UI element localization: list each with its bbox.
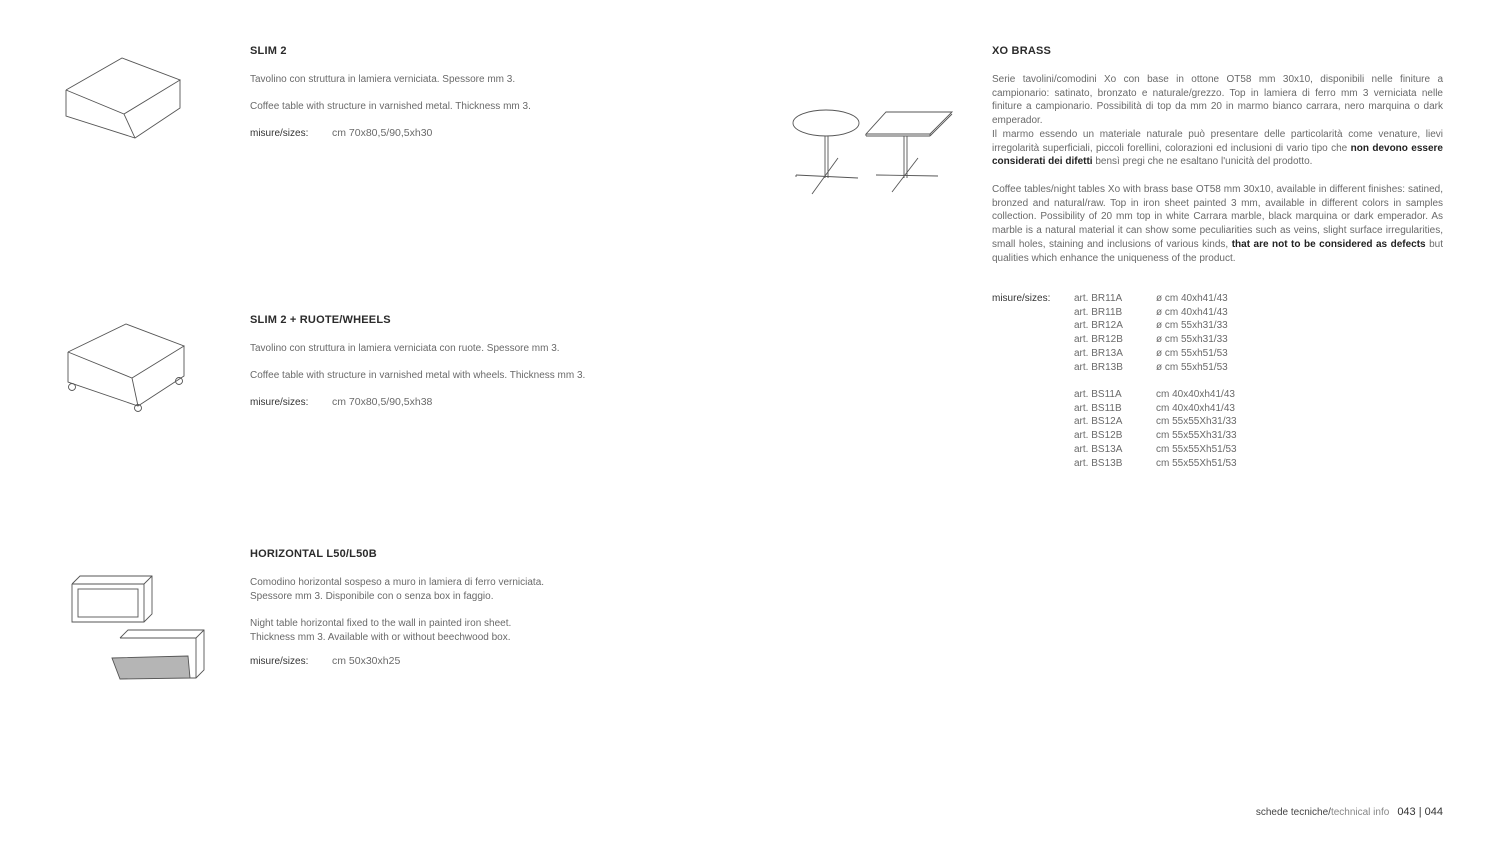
xo-brass-desc-it xyxy=(992,73,1443,169)
article-code: art. BR11B xyxy=(1074,306,1123,318)
xo-brass-desc-en-2: but qualities which enhance the uniqueness of the product. xyxy=(992,238,1443,264)
article-row xyxy=(1074,429,1237,443)
xo-brass-desc-it-bold: non devono essere considerati dei difetti xyxy=(992,142,1443,168)
xo-brass-sizes-label: misure/sizes: xyxy=(992,293,1051,304)
slim2-title: SLIM 2 xyxy=(250,45,287,57)
xo-brass-title: XO BRASS xyxy=(992,45,1052,57)
article-row xyxy=(1074,347,1228,361)
slim2-wheels-desc-it: Tavolino con struttura in lamiera verniciata con ruote. Spessore mm 3. xyxy=(250,343,560,354)
article-size: cm 55x55Xh31/33 xyxy=(1156,430,1237,442)
article-size: ø cm 40xh41/43 xyxy=(1156,306,1228,318)
article-code: art. BR12B xyxy=(1074,334,1123,346)
article-row xyxy=(1074,319,1228,333)
article-code: art. BS12A xyxy=(1074,416,1123,428)
article-code: art. BS13A xyxy=(1074,443,1123,455)
xo-brass-desc-en-1: Coffee tables/night tables Xo with brass base OT58 mm 30x10, available in different finishes: satined, bronzed and natural/raw. Top in iron sheet painted 3 mm, available in different colors in samples collection. Possibility of 20 mm top in white Carrara marble, black marquina or dark emperador. As marble is a natural material it can show some peculiarities such as veins, slight surface irregularities, small holes, staining and inclusions of various kinds, xyxy=(992,184,1443,250)
article-row xyxy=(1074,388,1237,402)
horizontal-sizes-value: cm 50x30xh25 xyxy=(332,655,401,667)
article-size: ø cm 55xh51/53 xyxy=(1156,347,1228,359)
article-code: art. BS11B xyxy=(1074,402,1122,414)
article-size: ø cm 40xh41/43 xyxy=(1156,293,1228,304)
slim2-sizes-value: cm 70x80,5/90,5xh30 xyxy=(332,127,433,139)
article-row xyxy=(1074,333,1228,347)
article-size: ø cm 55xh31/33 xyxy=(1156,320,1228,332)
xo-brass-desc-en xyxy=(992,183,1443,265)
slim2-drawing xyxy=(60,52,190,144)
xo-brass-desc-en-bold: that are not to be considered as defects xyxy=(1231,238,1426,250)
article-size: cm 55x55Xh31/33 xyxy=(1156,416,1237,428)
article-size: cm 40x40xh41/43 xyxy=(1156,389,1235,400)
slim2-sizes-label: misure/sizes: xyxy=(250,128,309,139)
article-code: art. BS12B xyxy=(1074,430,1123,442)
horizontal-drawing xyxy=(68,572,208,684)
article-size: ø cm 55xh31/33 xyxy=(1156,334,1228,346)
article-row xyxy=(1074,443,1237,457)
xo-brass-desc-it-2a: Il marmo essendo un materiale naturale può presentare delle particolarità come venature, lievi irregolarità superficiali, piccoli forellini, colorazioni ed inclusioni di vario tipo che xyxy=(992,128,1443,154)
article-code: art. BR12A xyxy=(1074,320,1123,332)
footer-section-it: schede tecniche/ xyxy=(1255,807,1331,818)
xo-brass-desc-it-1: Serie tavolini/comodini Xo con base in ottone OT58 mm 30x10, disponibili nelle finiture a campionario: satinato, bronzato e naturale/grezzo. Top in lamiera di ferro mm 3 verniciata nelle finiture a campionario. Possibilità di top da mm 20 in marmo bianco carrara, nero marquina o dark emperador. xyxy=(992,74,1443,127)
xo-square-table-drawing xyxy=(862,108,957,200)
footer xyxy=(1256,806,1443,818)
article-row xyxy=(1074,306,1228,320)
slim2-wheels-desc-en: Coffee table with structure in varnished metal with wheels. Thickness mm 3. xyxy=(250,370,586,381)
horizontal-title: HORIZONTAL L50/L50B xyxy=(250,548,377,560)
xo-brass-desc-it-2b: bensì pregi che ne esaltano l'unicità del prodotto. xyxy=(1092,156,1313,168)
horizontal-desc-it-1: Comodino horizontal sospeso a muro in lamiera di ferro verniciata. xyxy=(250,577,545,588)
slim2-wheels-title: SLIM 2 + RUOTE/WHEELS xyxy=(250,314,391,326)
slim2-desc-it: Tavolino con struttura in lamiera verniciata. Spessore mm 3. xyxy=(250,74,516,85)
article-size: cm 55x55Xh51/53 xyxy=(1156,443,1237,455)
page-numbers: 043 | 044 xyxy=(1397,806,1443,818)
horizontal-desc-en-2: Thickness mm 3. Available with or without beechwood box. xyxy=(250,632,511,643)
article-size: cm 40x40xh41/43 xyxy=(1156,402,1235,414)
article-row xyxy=(1074,457,1237,471)
horizontal-sizes-label: misure/sizes: xyxy=(250,656,309,667)
slim2-wheels-sizes-label: misure/sizes: xyxy=(250,397,309,408)
xo-round-table-drawing xyxy=(790,108,870,200)
article-row xyxy=(1074,292,1228,306)
article-row xyxy=(1074,361,1228,375)
article-size: ø cm 55xh51/53 xyxy=(1156,361,1228,373)
xo-brass-round-list xyxy=(1074,292,1228,374)
slim2-wheels-drawing xyxy=(62,320,192,415)
xo-brass-desc-it-2 xyxy=(992,128,1443,169)
article-row xyxy=(1074,402,1237,416)
xo-brass-desc-en-p xyxy=(992,183,1443,265)
article-code: art. BS11A xyxy=(1074,389,1122,400)
article-size: cm 55x55Xh51/53 xyxy=(1156,457,1237,469)
article-row xyxy=(1074,415,1237,429)
footer-section-en: technical info xyxy=(1330,807,1390,818)
article-code: art. BR11A xyxy=(1074,293,1123,304)
article-code: art. BS13B xyxy=(1074,457,1123,469)
horizontal-desc-it-2: Spessore mm 3. Disponibile con o senza box in faggio. xyxy=(250,591,494,602)
article-code: art. BR13A xyxy=(1074,347,1123,359)
xo-brass-square-list xyxy=(1074,388,1237,470)
slim2-wheels-sizes-value: cm 70x80,5/90,5xh38 xyxy=(332,396,433,408)
horizontal-desc-en-1: Night table horizontal fixed to the wall in painted iron sheet. xyxy=(250,618,512,629)
article-code: art. BR13B xyxy=(1074,361,1123,373)
slim2-desc-en: Coffee table with structure in varnished metal. Thickness mm 3. xyxy=(250,101,531,112)
